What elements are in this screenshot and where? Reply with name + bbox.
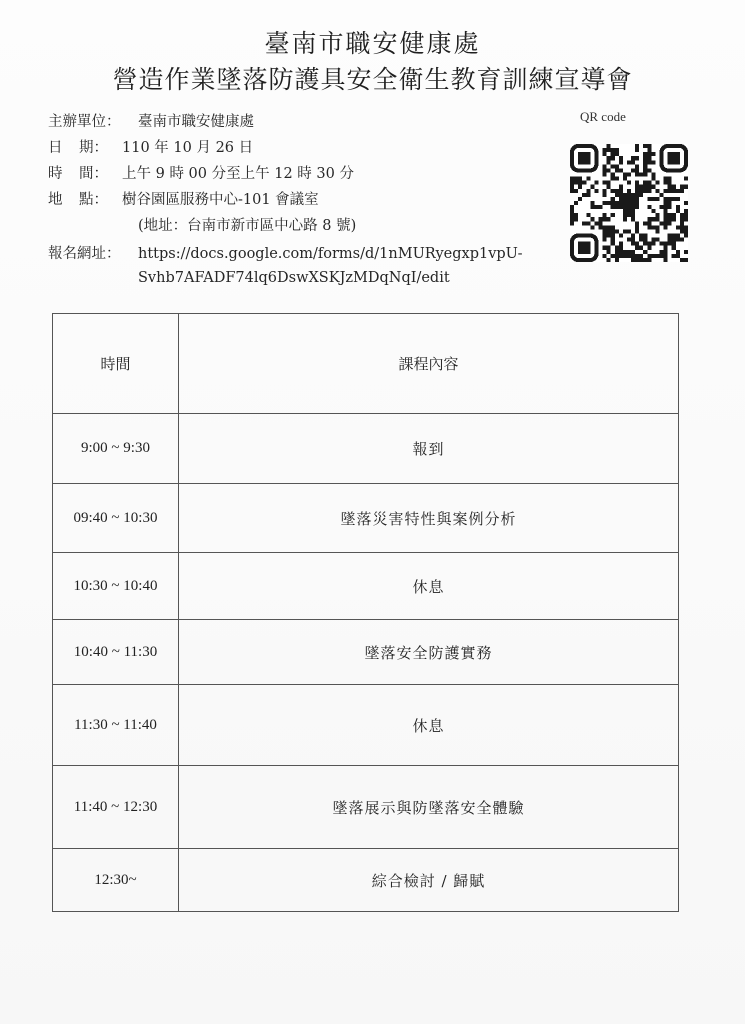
- row-content: 墜落災害特性與案例分析: [179, 484, 679, 553]
- schedule-table: [52, 313, 679, 912]
- organizer-label: 主辦單位：: [48, 114, 121, 130]
- time-label-b: 間：: [79, 166, 108, 182]
- header-time: 時間: [53, 314, 179, 414]
- row-time: 12:30~: [53, 849, 179, 912]
- table-row: [53, 414, 679, 484]
- table-row: [53, 849, 679, 912]
- row-content: 綜合檢討 / 歸賦: [179, 849, 679, 912]
- table-header-row: [53, 314, 679, 414]
- registration-url[interactable]: https://docs.google.com/forms/d/1nMURyegxp1vpU-: [138, 246, 523, 262]
- time-label-a: 時: [48, 166, 63, 182]
- row-time: 09:40 ~ 10:30: [53, 484, 179, 553]
- time-label: [48, 164, 108, 184]
- place-label-b: 點：: [79, 192, 108, 208]
- header-content: 課程內容: [179, 314, 679, 414]
- table-row: [53, 685, 679, 766]
- date-value: 110 年 10 月 26 日: [122, 140, 254, 156]
- document-subtitle: 營造作業墜落防護具安全衛生教育訓練宣導會: [112, 65, 633, 94]
- date-label: [48, 138, 108, 158]
- time-value: 上午 9 時 00 分至上午 12 時 30 分: [122, 166, 354, 182]
- place-row: [48, 190, 319, 210]
- time-row: [48, 164, 354, 184]
- row-time: 11:40 ~ 12:30: [53, 766, 179, 849]
- url-row: [48, 244, 523, 264]
- table-row: [53, 553, 679, 620]
- row-time: 11:30 ~ 11:40: [53, 685, 179, 766]
- qr-code-image[interactable]: [570, 144, 688, 262]
- date-row: [48, 138, 253, 158]
- document-title: 臺南市職安健康處: [264, 29, 481, 58]
- row-content: 休息: [179, 553, 679, 620]
- address-line: (地址：台南市新市區中心路 8 號): [138, 218, 357, 234]
- row-content: 報到: [179, 414, 679, 484]
- url-label: 報名網址：: [48, 246, 121, 262]
- place-label: [48, 190, 108, 210]
- row-time: 10:40 ~ 11:30: [53, 620, 179, 685]
- date-label-b: 期：: [79, 140, 108, 156]
- registration-url-continued[interactable]: Svhb7AFADF74lq6DswXSKJzMDqNqI/edit: [138, 270, 450, 286]
- organizer-row: [48, 112, 254, 132]
- table-row: [53, 484, 679, 553]
- place-label-a: 地: [48, 192, 63, 208]
- row-content: 墜落展示與防墜落安全體驗: [179, 766, 679, 849]
- row-content: 休息: [179, 685, 679, 766]
- qr-code-label: QR code: [580, 109, 626, 124]
- table-row: [53, 620, 679, 685]
- row-time: 9:00 ~ 9:30: [53, 414, 179, 484]
- date-label-a: 日: [48, 140, 63, 156]
- organizer-value: 臺南市職安健康處: [138, 114, 254, 130]
- place-value: 樹谷園區服務中心-101 會議室: [122, 192, 319, 208]
- row-time: 10:30 ~ 10:40: [53, 553, 179, 620]
- table-row: [53, 766, 679, 849]
- row-content: 墜落安全防護實務: [179, 620, 679, 685]
